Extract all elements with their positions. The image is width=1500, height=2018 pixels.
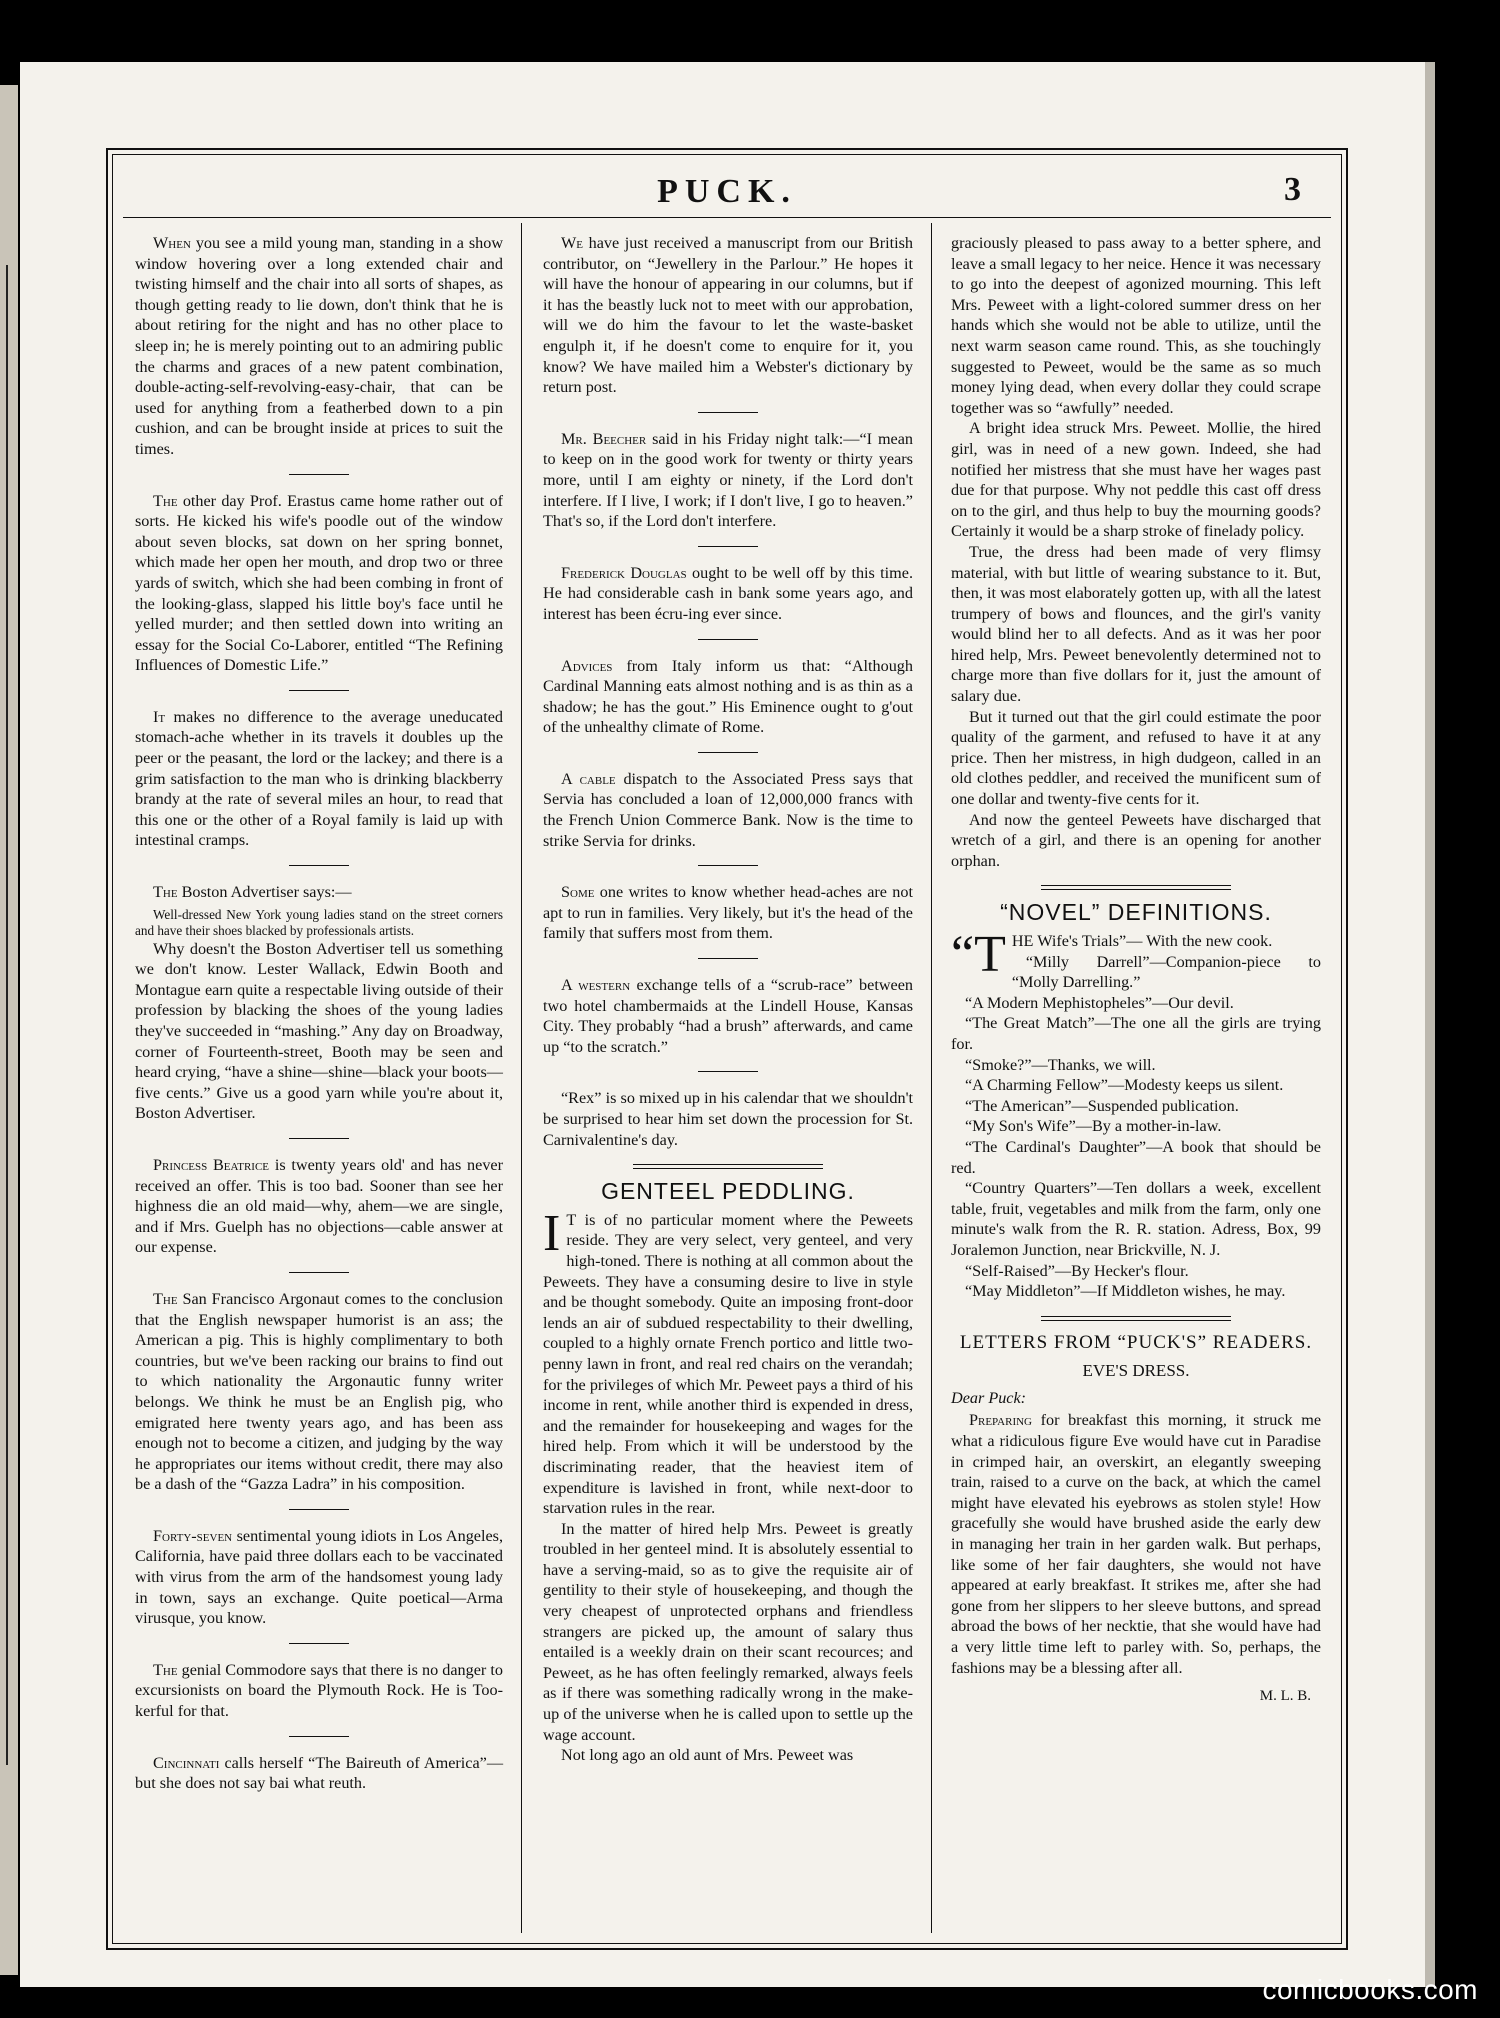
letter-subtitle: EVE'S DRESS.	[1082, 1361, 1190, 1381]
short-rule	[698, 546, 758, 547]
genteel-continued-4: But it turned out that the girl could estimate the poor quality of the garment, and refused to have it at any price. Then her mistress, in high dudgeon, called in an old clothes peddler, and received the munificent sum of one dollar and twenty-five cents for it.	[951, 707, 1321, 809]
lead-words: Cincinnati	[153, 1753, 220, 1772]
double-rule	[1041, 885, 1231, 890]
short-rule	[698, 1071, 758, 1072]
paragraph-text: San Francisco Argonaut comes to the conclusion that the English newspaper humorist is an ass; the American a pig. This is highly complimentary to both countries, but we've been racking our brains to find out to which nationality the Argonautic funny writer belongs. We think he must be an English pig, who emigrated here twenty years ago, and has been ass enough not to become a citizen, and judging by the way he appropriates our items without credit, there may also be a dash of the “Gazza Ladra” in his composition.	[135, 1289, 503, 1494]
lead-words: Frederick Douglas	[561, 563, 687, 582]
header-rule	[123, 217, 1331, 218]
column-2	[543, 233, 913, 1766]
column-2-items	[543, 233, 913, 1150]
short-rule	[698, 412, 758, 413]
paragraph	[135, 1753, 503, 1794]
definition-item: “The Great Match”—The one all the girls are trying for.	[951, 1014, 1321, 1053]
paragraph	[135, 1526, 503, 1629]
genteel-continued-3: True, the dress had been made of very flimsy material, with but little of wearing substance to it. But, then, it was most elaborately gotten up, with all the latest trumpery of bows and flounces, and the girl's vanity would blind her to all defects. And as it was her poor hired help, Mrs. Peweet benevolently determined not to charge more than five dollars for it, just the amount of salary due.	[951, 542, 1321, 706]
paragraph-text: “Rex” is so mixed up in his calendar that we shouldn't be surprised to hear him set down the procession for St. Carnivalentine's day.	[543, 1089, 913, 1149]
lead-words: Some	[561, 883, 595, 902]
lead-words: It	[153, 707, 166, 726]
paragraph	[135, 939, 503, 1124]
lead-words: The	[153, 1660, 178, 1679]
genteel-paragraph-1: I T is of no particular moment where the Peweets reside. They are very select, very genteel, and very high-toned. There is nothing at all common about the Peweets. They have a consuming desire to live in style and be thought somebody. Quite an imposing front-door lends an air of subdued respectability to their dwelling, coupled to a highly ornate French portico and little two-penny lawn in front, and real red chairs on the verandah; for the privileges of which Mr. Peweet pays a third of his income in rent, while another third is expended in dress, and the remainder for housekeeping and wages for the hired help. From which it will be understood by the discriminating reader, that the heaviest item of expenditure is lavished in front, while next-door to starvation rules in the rear.	[543, 1204, 913, 1518]
lead-words: The	[153, 883, 178, 902]
paragraph	[543, 882, 913, 944]
definition-item: “A Charming Fellow”—Modesty keeps us silent.	[965, 1076, 1284, 1095]
paragraph	[543, 1088, 913, 1150]
definition-item: “May Middleton”—If Middleton wishes, he may.	[965, 1282, 1286, 1301]
short-rule	[289, 865, 349, 866]
paragraph-text: Boston Advertiser says:—	[181, 883, 352, 902]
lead-words: When	[153, 234, 191, 252]
genteel-continued-5: And now the genteel Peweets have discharged that wretch of a girl, and there is an opening for another orphan.	[951, 810, 1321, 870]
lead-words: The	[153, 1289, 178, 1308]
definition-item: “Smoke?”—Thanks, we will.	[965, 1055, 1156, 1074]
masthead: PUCK.	[657, 173, 797, 210]
paragraph-text: makes no difference to the average uneducated stomach-ache whether in its travels it doubles up the peer or the peasant, the lord or the lackey; and there is a grim satisfaction to the man who is drinking blackberry brandy at the rate of several miles an hour, to read that this one or the other of a Royal family is laid up with intestinal cramps.	[135, 707, 504, 850]
page-header	[113, 155, 1341, 217]
paragraph-text: have just received a manuscript from our British contributor, on “Jewellery in the Parlour.” He hopes it will have the honour of appearing in our columns, but if it has the beastly luck not to meet with our approbation, will we do him the favour to let the waste-basket engulph it, if he doesn't come to enquire for it, you know? We have mailed him a Webster's dictionary by return post.	[543, 234, 913, 397]
definition-item: “My Son's Wife”—By a mother-in-law.	[965, 1117, 1222, 1136]
lead-words: We	[561, 234, 583, 252]
column-rule-1	[521, 223, 522, 1933]
paragraph-text: ought to be well off by this time. He had considerable cash in bank some years ago, and interest has been écru-ing ever since.	[543, 563, 913, 623]
facing-page-edge	[0, 85, 18, 1975]
short-rule	[289, 1643, 349, 1644]
paragraph	[543, 233, 913, 398]
novel-definitions-title: “NOVEL” DEFINITIONS.	[1000, 899, 1272, 926]
definition-item: “Country Quarters”—Ten dollars a week, excellent table, fruit, vegetables and milk from the farm, only one minute's walk from the R. R. station. Adress, Box, 99 Joralemon Junction, near Brickville, N. J.	[951, 1179, 1321, 1259]
definition-item: “Milly Darrell”—Companion-piece to “Molly Darrelling.”	[1011, 952, 1321, 992]
paragraph	[135, 1155, 503, 1258]
letter-body: Preparing for breakfast this morning, it struck me what a ridiculous figure Eve would have cut in Paradise in crimped hair, an overskirt, an elegantly sweeping train, raised to a curve on the back, at which the camel might have elevated his eyebrows as stolen style! How gracefully she would have brushed aside the early dew in managing her train in her garden walk. But perhaps, like some of her fair daughters, she would not have appeared at early breakfast. It strikes me, after she had gone from her slippers to her sleeve buttons, and spread abroad the bows of her necktie, that she would have had a very little time left to parley with. So, perhaps, the fashions may be a blessing after all.	[951, 1411, 1321, 1677]
definition-item: “Self-Raised”—By Hecker's flour.	[965, 1261, 1189, 1280]
short-rule	[289, 690, 349, 691]
definition-item: “The Cardinal's Daughter”—A book that should be red.	[951, 1137, 1321, 1177]
lead-words: Forty-seven	[153, 1526, 233, 1545]
lead-words: Mr. Beecher	[561, 429, 647, 448]
lead-words: A western	[561, 976, 631, 995]
letter-salutation: Dear Puck:	[951, 1388, 1027, 1407]
paragraph-text: Why doesn't the Boston Advertiser tell us something we don't know. Lester Wallack, Edwin Booth and Montague earn quite a respectable living outside of their profession by blacking the shoes of the young ladies they've succeeded in “mashing.” Any day on Broadway, corner of Fourteenth-street, Booth may be seen and heard crying, “have a shine—shine—black your boots—five cents.” Give us a good yarn while you're about it, Boston Advertiser.	[135, 939, 503, 1123]
page-frame	[106, 148, 1348, 1950]
paragraph-text: exchange tells of a “scrub-race” between two hotel chambermaids at the Lindell House, Kansas City. They probably “had a brush” afterwards, and came up “to the scratch.”	[543, 976, 913, 1056]
short-rule	[698, 958, 758, 959]
paragraph-text: said in his Friday night talk:—“I mean to keep on in the good work for twenty or thirty years more, until I am eighty or ninety, if the Lord don't interfere. If I live, I work; if I don't live, I go to heaven.” That's so, if the Lord don't interfere.	[543, 429, 913, 531]
paragraph	[135, 233, 503, 460]
watermark: comicbooks.com	[1262, 1974, 1478, 2005]
paragraph	[135, 491, 503, 676]
paragraph-text: genial Commodore says that there is no danger to excursionists on board the Plymouth Rock. He is Too-kerful for that.	[135, 1660, 503, 1721]
short-rule	[289, 1509, 349, 1510]
definition-item: “A Modern Mephistopheles”—Our devil.	[965, 993, 1234, 1012]
magazine-page	[20, 62, 1435, 1987]
paragraph	[135, 1660, 503, 1722]
paragraph	[135, 882, 503, 903]
paragraph-text: from Italy inform us that: “Although Cardinal Manning eats almost nothing and is as thin as a shadow; he has the gout.” His Eminence ought to g'out of the unhealthy climate of Rome.	[543, 656, 913, 737]
double-rule	[633, 1164, 823, 1169]
genteel-continued-2: A bright idea struck Mrs. Peweet. Mollie, the hired girl, was in need of a new gown. Indeed, she had notified her mistress that she must have her wages past due for that purpose. Why not peddle this cast off dress on to the girl, and thus help to buy the mourning goods? Certainly it would be a sharp stroke of finelady policy.	[951, 419, 1321, 541]
genteel-paragraph-3: Not long ago an old aunt of Mrs. Peweet was	[561, 1746, 854, 1765]
paragraph	[135, 1289, 503, 1495]
paragraph	[543, 975, 913, 1057]
definition-item: “The American”—Suspended publication.	[965, 1096, 1239, 1115]
short-rule	[698, 865, 758, 866]
quoted-excerpt: Well-dressed New York young ladies stand on the street corners and have their shoes blacked by professionals artists.	[135, 906, 503, 938]
column-3	[951, 233, 1321, 1707]
column-1	[135, 233, 503, 1798]
definition-first: “T HE Wife's Trials”— With the new cook.	[951, 926, 1273, 983]
lead-words: Princess Beatrice	[153, 1155, 270, 1174]
paragraph	[543, 656, 913, 738]
paragraph-text: sentimental young idiots in Los Angeles, California, have paid three dollars each to be vaccinated with virus from the arm of the handsomest young lady in town, says an exchange. Quite poetical—Arma virusque, you know.	[135, 1526, 504, 1628]
paragraph-text: calls herself “The Baireuth of America”—but she does not say bai what reuth.	[135, 1753, 504, 1793]
short-rule	[289, 1736, 349, 1737]
paragraph-text: other day Prof. Erastus came home rather out of sorts. He kicked his wife's poodle out of the window about seven blocks, sat down on her spring bonnet, which made her open her mouth, and drop two or three yards of switch, which she had been combing in front of the looking-glass, slapped his little boy's face until he yelled murder; and then settled down into writing an essay for the Social Co-Laborer, entitled “The Refining Influences of Domestic Life.”	[135, 491, 504, 675]
lead-words: Advices	[561, 656, 613, 675]
paragraph-text: is twenty years old' and has never received an offer. This is too bad. Sooner than see her highness die an old maid—why, ahem—we are single, and if Mrs. Guelph has no objections—cable answer at our expense.	[135, 1155, 503, 1257]
drop-cap-t: “T	[951, 926, 1006, 983]
lead-words: The	[153, 491, 178, 510]
genteel-continued-1: graciously pleased to pass away to a better sphere, and leave a small legacy to her neice. Hence it was necessary to go into the deepest of agonized mourning. This left Mrs. Peweet with a light-colored summer dress on her hands which she would not be able to utilize, until the next warm season came round. This, as she touchingly suggested to Peweet, would be the same as so much money lying dead, when every dollar they could scrape together was so “awfully” needed.	[951, 234, 1321, 417]
paragraph	[135, 707, 503, 851]
novel-definitions-list	[951, 926, 1321, 1302]
page-rim	[1425, 62, 1435, 1987]
genteel-peddling-title: GENTEEL PEDDLING.	[601, 1178, 855, 1205]
page-number: 3	[1284, 171, 1301, 208]
letters-title: LETTERS FROM “PUCK'S” READERS.	[959, 1331, 1313, 1353]
paragraph-text: one writes to know whether head-aches are not apt to run in families. Very likely, but it's the head of the family that suffers most from them.	[543, 883, 913, 943]
short-rule	[698, 752, 758, 753]
short-rule	[698, 639, 758, 640]
paragraph-text: dispatch to the Associated Press says that Servia has concluded a loan of 12,000,000 francs with the French Union Commerce Bank. Now is the time to strike Servia for drinks.	[543, 769, 913, 850]
drop-cap-i: I	[543, 1204, 561, 1262]
paragraph	[543, 429, 913, 532]
paragraph	[543, 769, 913, 851]
paragraph	[543, 563, 913, 625]
short-rule	[289, 1138, 349, 1139]
genteel-paragraph-2: In the matter of hired help Mrs. Peweet is greatly troubled in her genteel mind. It is absolutely essential to have a serving-maid, so as to give the requisite air of gentility to their style of housekeeping, and though the very cheapest of unprotected orphans and friendless strangers are picked up, the amount of salary thus entailed is a weekly drain on their scant recources; and Peweet, as he has often feelingly remarked, always feels as if there was something radically wrong in the make-up of the universe when he is called upon to settle up the wage account.	[543, 1519, 913, 1744]
column-rule-2	[931, 223, 932, 1933]
paragraph-text: you see a mild young man, standing in a show window hovering over a long extended chair and twisting himself and the chair into all sorts of shapes, as though getting ready to lie down, don't think that he is about retiring for the night and has no other place to sleep in; he is merely pointing out to an admiring public the charms and graces of a new patent combination, double-acting-self-revolving-easy-chair, that can be used for anything from a featherbed down to a pin cushion, and can be brought inside at prices to suit the times.	[135, 234, 504, 458]
double-rule	[1041, 1316, 1231, 1321]
short-rule	[289, 474, 349, 475]
letter-signature: M. L. B.	[1259, 1688, 1311, 1705]
short-rule	[289, 1272, 349, 1273]
lead-words: A cable	[561, 769, 616, 788]
